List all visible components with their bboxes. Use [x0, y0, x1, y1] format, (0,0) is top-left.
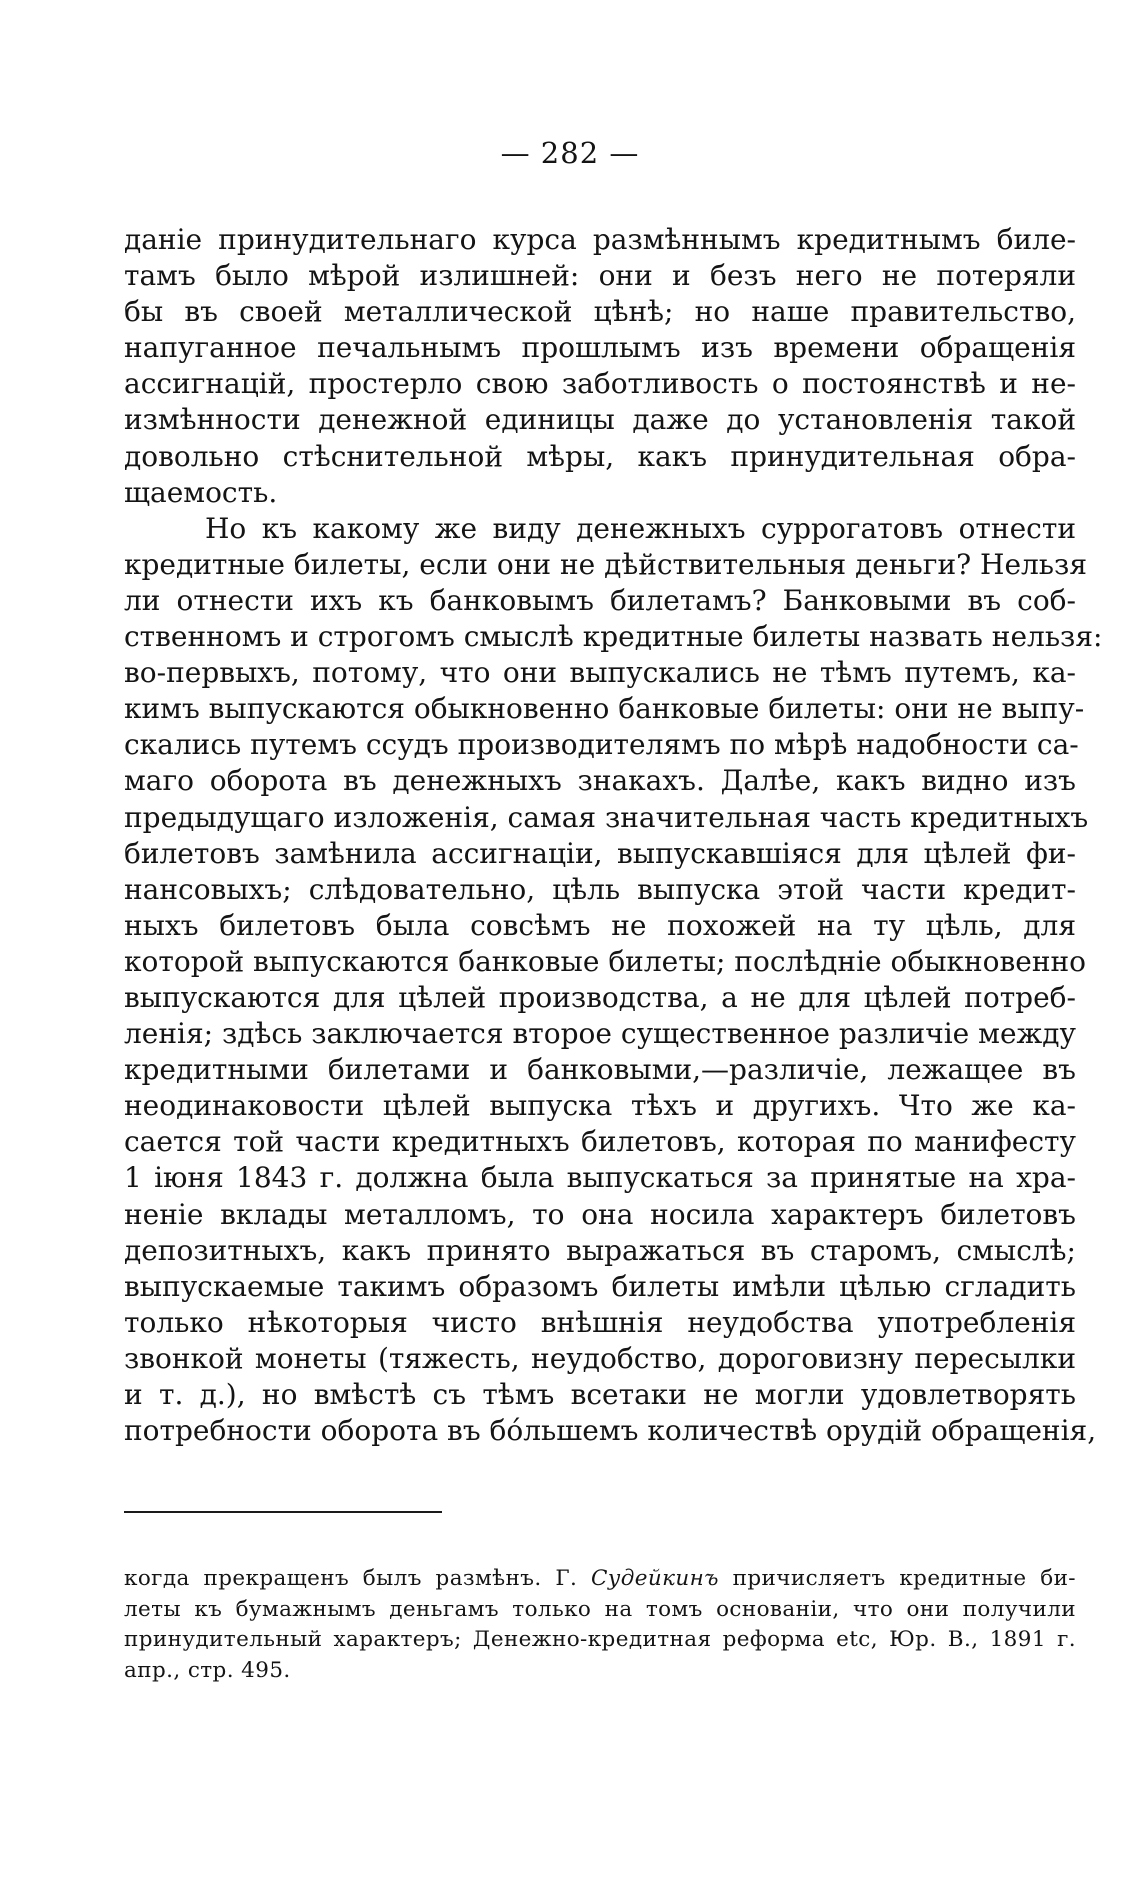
text-line: потребности оборота въ бóльшемъ количествѣ орудій обращенія,: [124, 1414, 1097, 1448]
text-line: щаемость.: [124, 475, 278, 509]
text-line: ли отнести ихъ къ банковымъ билетамъ? Банковыми въ соб-: [124, 583, 1076, 617]
text-line: ассигнацій, простерло свою заботливость о постоянствѣ и не-: [124, 367, 1076, 401]
text-line: и т. д.), но вмѣстѣ съ тѣмъ всетаки не могли удовлетворять: [124, 1378, 1076, 1411]
text-line: бы въ своей металлической цѣнѣ; но наше правительство,: [124, 295, 1076, 329]
text-line: довольно стѣснительной мѣры, какъ принудительная обра-: [124, 439, 1076, 473]
footnote-divider: [124, 1511, 442, 1513]
text-line: 1 іюня 1843 г. должна была выпускаться за принятые на хра-: [124, 1161, 1076, 1195]
text-line: которой выпускаются банковые билеты; послѣдніе обыкновенно: [124, 944, 1087, 978]
text-line: напуганное печальнымъ прошлымъ изъ времени обращенія: [124, 331, 1076, 365]
text-line: депозитныхъ, какъ принято выражаться въ старомъ, смыслѣ;: [124, 1233, 1076, 1267]
footnote: [124, 1564, 1076, 1686]
text-line: предыдущаго изложенія, самая значительная часть кредитныхъ: [124, 800, 1089, 834]
text-line: неніе вклады металломъ, то она носила характеръ билетовъ: [124, 1197, 1076, 1231]
text-line: звонкой монеты (тяжесть, неудобство, дороговизну пересылки: [124, 1341, 1076, 1375]
text-line: билетовъ замѣнила ассигнаціи, выпускавшіяся для цѣлей фи-: [124, 836, 1076, 870]
footnote-line: апр., стр. 495.: [124, 1657, 291, 1683]
text-line: тамъ было мѣрой излишней: они и безъ него не потеряли: [124, 259, 1076, 293]
text-line: неодинаковости цѣлей выпуска тѣхъ и другихъ. Что же ка-: [124, 1089, 1076, 1123]
text-line: сается той части кредитныхъ билетовъ, которая по манифесту: [124, 1125, 1076, 1159]
text-line: только нѣкоторыя чисто внѣшнія неудобства употребленія: [124, 1305, 1076, 1339]
page-number: — 282 —: [500, 136, 640, 170]
text-line: ныхъ билетовъ была совсѣмъ не похожей на ту цѣль, для: [124, 908, 1076, 942]
text-line: кимъ выпускаются обыкновенно банковые билеты: они не выпу-: [124, 692, 1085, 726]
text-line: ленія; здѣсь заключается второе существенное различіе между: [124, 1017, 1076, 1051]
footnote-line: [124, 1564, 1076, 1595]
text-line: нансовыхъ; слѣдовательно, цѣль выпуска этой части кредит-: [124, 872, 1076, 906]
text-line: во-первыхъ, потому, что они выпускались не тѣмъ путемъ, ка-: [124, 656, 1076, 690]
footnote-author: Судейкинъ: [590, 1566, 719, 1591]
footnote-line: леты къ бумажнымъ деньгамъ только на томъ основаніи, что они получили: [124, 1596, 1076, 1622]
footnote-text: когда прекращенъ былъ размѣнъ. Г.: [124, 1566, 591, 1591]
text-line: Но къ какому же виду денежныхъ суррогатовъ отнести: [205, 511, 1076, 545]
text-line: кредитные билеты, если они не дѣйствительныя деньги? Нельзя: [124, 547, 1087, 581]
text-line: ственномъ и строгомъ смыслѣ кредитные билеты назвать нельзя:: [124, 620, 1103, 654]
text-line: даніе принудительнаго курса размѣннымъ кредитнымъ биле-: [124, 223, 1076, 256]
main-text: [124, 222, 1103, 1449]
text-line: кредитными билетами и банковыми,—различіе, лежащее въ: [124, 1053, 1076, 1087]
text-line: измѣнности денежной единицы даже до установленія такой: [124, 403, 1076, 437]
footnote-line: принудительный характеръ; Денежно-кредитная реформа etc, Юр. В., 1891 г.: [124, 1627, 1076, 1652]
text-line: выпускаются для цѣлей производства, а не для цѣлей потреб-: [124, 980, 1076, 1014]
text-line: скались путемъ ссудъ производителямъ по мѣрѣ надобности са-: [124, 728, 1079, 762]
text-line: выпускаемые такимъ образомъ билеты имѣли цѣлью сгладить: [124, 1269, 1076, 1303]
footnote-text: причисляетъ кредитные би-: [718, 1566, 1076, 1591]
text-line: маго оборота въ денежныхъ знакахъ. Далѣе, какъ видно изъ: [124, 764, 1076, 798]
